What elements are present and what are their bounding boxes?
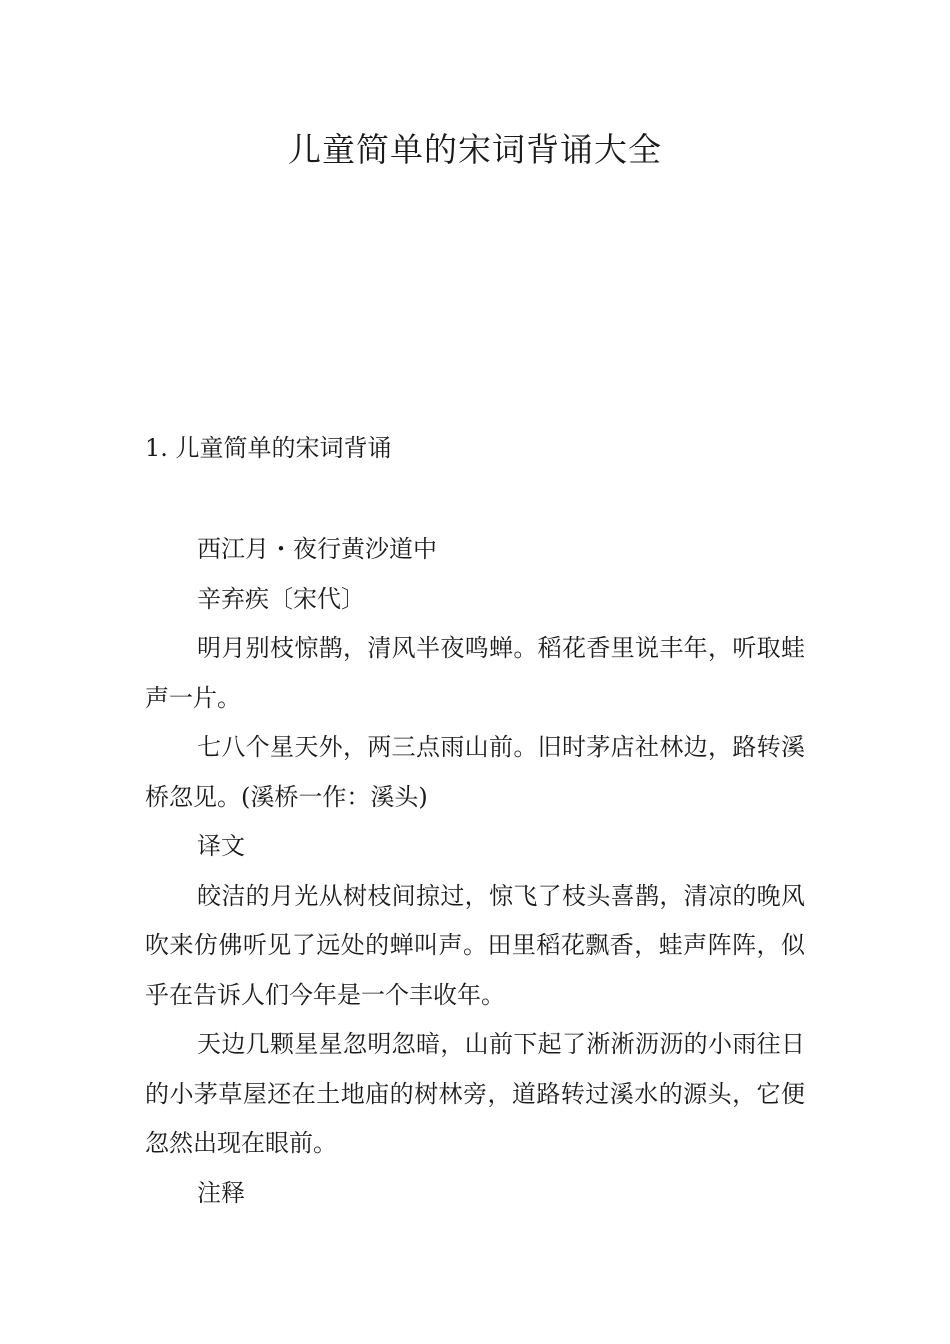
poem-stanza-1: 明月别枝惊鹊，清风半夜鸣蝉。稻花香里说丰年，听取蛙声一片。	[145, 634, 805, 712]
translation-paragraph-1: 皎洁的月光从树枝间掠过，惊飞了枝头喜鹊，清凉的晚风吹来仿佛听见了远处的蝉叫声。田里稻花飘香，蛙声阵阵，似乎在告诉人们今年是一个丰收年。	[145, 881, 805, 1009]
poem-title: 西江月・夜行黄沙道中	[197, 535, 437, 563]
translation-paragraph-2: 天边几颗星星忽明忽暗，山前下起了淅淅沥沥的小雨往日的小茅草屋还在土地庙的树林旁，道路转过溪水的源头，它便忽然出现在眼前。	[145, 1030, 805, 1157]
section-heading: 1. 儿童简单的宋词背诵	[145, 434, 392, 462]
document-title: 儿童简单的宋词背诵大全	[288, 130, 662, 169]
poem-author: 辛弃疾〔宋代〕	[197, 584, 365, 613]
poem-stanza-2: 七八个星天外，两三点雨山前。旧时茅店社林边，路转溪桥忽见。(溪桥一作：溪头)	[145, 733, 805, 811]
translation-heading: 译文	[197, 832, 245, 860]
notes-heading: 注释	[197, 1178, 245, 1207]
document-body	[145, 525, 805, 1218]
